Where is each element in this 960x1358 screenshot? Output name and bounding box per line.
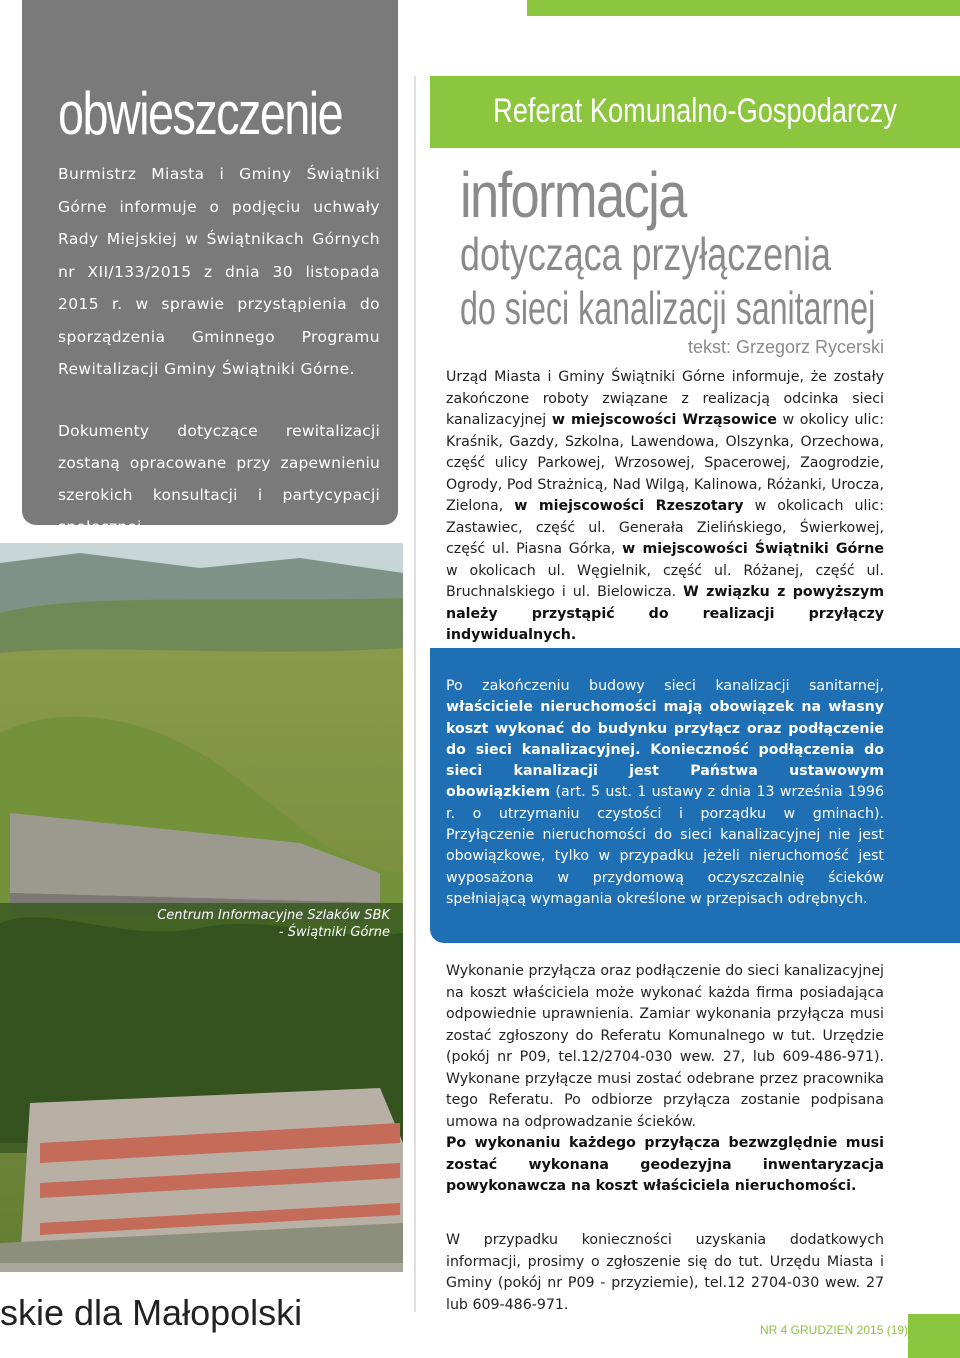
article-subtitle-2: do sieci kanalizacji sanitarnej [460,282,876,334]
section-header-text: Referat Komunalno-Gospodarczy [493,92,897,130]
column-divider [414,76,416,1312]
corner-green-box [908,1314,960,1358]
notice-paragraph-2: Dokumenty dotyczące rewitalizacji zostaną opracowane przy zapewnieniu szerokich konsultacji i partycypacji społecznej. [58,422,380,536]
article-title: informacja [460,159,686,231]
intro-bold-2: w miejscowości Rzeszotary [514,498,744,514]
intro-text-4: w okolicach ul. Węgielnik, część ul. Różanej, część ul. Bruchnalskiego i ul. Bielowicza. [446,562,884,600]
banner-text: skie dla Małopolski [0,1292,303,1333]
park-photo [0,543,403,1358]
blue-text-1: Po zakończeniu budowy sieci kanalizacji sanitarnej, [446,678,884,694]
photo-caption [150,907,390,941]
contact-paragraph: W przypadku konieczności uzyskania dodatkowych informacji, prosimy o zgłoszenie się do tut. Urzędu Miasta i Gminy (pokój nr P09 - przyziemie), tel.12 2704-030 wew. 27 lub 609-486-971. [446,1232,884,1313]
notice-paragraph-1: Burmistrz Miasta i Gminy Świątniki Górne informuje o podjęciu uchwały Rady Miejskiej w Świątnikach Górnych nr XII/133/2015 z dnia 30 listopada 2015 r. w sprawie przystąpienia do sporządzenia Gminnego Programu Rewitalizacji Gminy Świątniki Górne. [58,165,380,378]
intro-bold-3: w miejscowości Świątniki Górne [622,541,884,557]
section-header [430,76,960,148]
blue-box-paragraph [446,676,884,910]
blue-text-2: (art. 5 ust. 1 ustawy z dnia 13 września 1996 r. o utrzymaniu czystości i porządku w gminach). Przyłączenie nieruchomości do sieci kanalizacyjnej nie jest obowiązkowe, tylko w przypadku jeżeli nieruchomość jest wyposażona w przydomową oczyszczalnię ścieków spełniającą wymagania określone w przepisach odrębnych. [446,784,884,907]
photo-banner [0,1272,403,1358]
blue-bold-1: właściciele nieruchomości mają obowiązek na własny koszt wykonać do budynku przyłącz oraz podłączenie do sieci kanalizacyjnej. Konieczność podłączenia do sieci kanalizacji jest Państwa ustawowym obowiązkiem [446,699,884,801]
photo-caption-line-1: Centrum Informacyjne Szlaków SBK [157,908,390,923]
issue-footer: NR 4 GRUDZIEŃ 2015 (19) [760,1323,909,1337]
photo-caption-line-2: - Świątniki Górne [278,925,390,940]
intro-text-1: Urząd Miasta i Gminy Świątniki Górne informuje, że zostały zakończone roboty związane z realizacją odcinka sieci kanalizacyjnej [446,369,884,428]
article-subtitle-1: dotycząca przyłączenia [460,228,831,280]
execution-text: Wykonanie przyłącza oraz podłączenie do sieci kanalizacyjnej na koszt właściciela może wykonać każda firma posiadająca odpowiednie uprawnienia. Zamiar wykonania przyłącza musi zostać zgłoszony do Referatu Komunalnego w tut. Urzędzie (pokój nr P09, tel.12/2704-030 wew. 27, lub 609-486-971). Wykonane przyłącze musi zostać odebrane przez pracownika tego Referatu. Po odbiorze przyłącza zostanie podpisana umowa na odprowadzanie ścieków. [446,963,884,1130]
intro-bold-1: w miejscowości Wrząsowice [551,412,777,428]
intro-text-3: w okolicach ulic: Zastawiec, część ul. Generała Zielińskiego, Świerkowej, część ul. Piasna Górka, [446,498,884,557]
intro-text-2: w okolicy ulic: Kraśnik, Gazdy, Szkolna, Lawendowa, Olszynka, Orzechowa, część ulicy Parkowej, Wrzosowej, Spacerowej, Zaogrodzie, Ogrody, Pod Strażnicą, Nad Wilgą, Kalinowa, Różanki, Urocza, Zielona, [446,412,884,514]
execution-bold: Po wykonaniu każdego przyłącza bezwzględnie musi zostać wykonana geodezyjna inwentaryzacja powykonawcza na koszt właściciela nieruchomości. [446,1135,884,1194]
intro-bold-4: W związku z powyższym należy przystąpić do realizacji przyłączy indywidualnych. [446,584,884,643]
top-green-bar [527,0,960,16]
notice-title: obwieszczenie [58,80,343,147]
article-author: tekst: Grzegorz Rycerski [687,337,884,357]
intro-paragraph [446,367,884,647]
execution-paragraph [446,961,884,1198]
